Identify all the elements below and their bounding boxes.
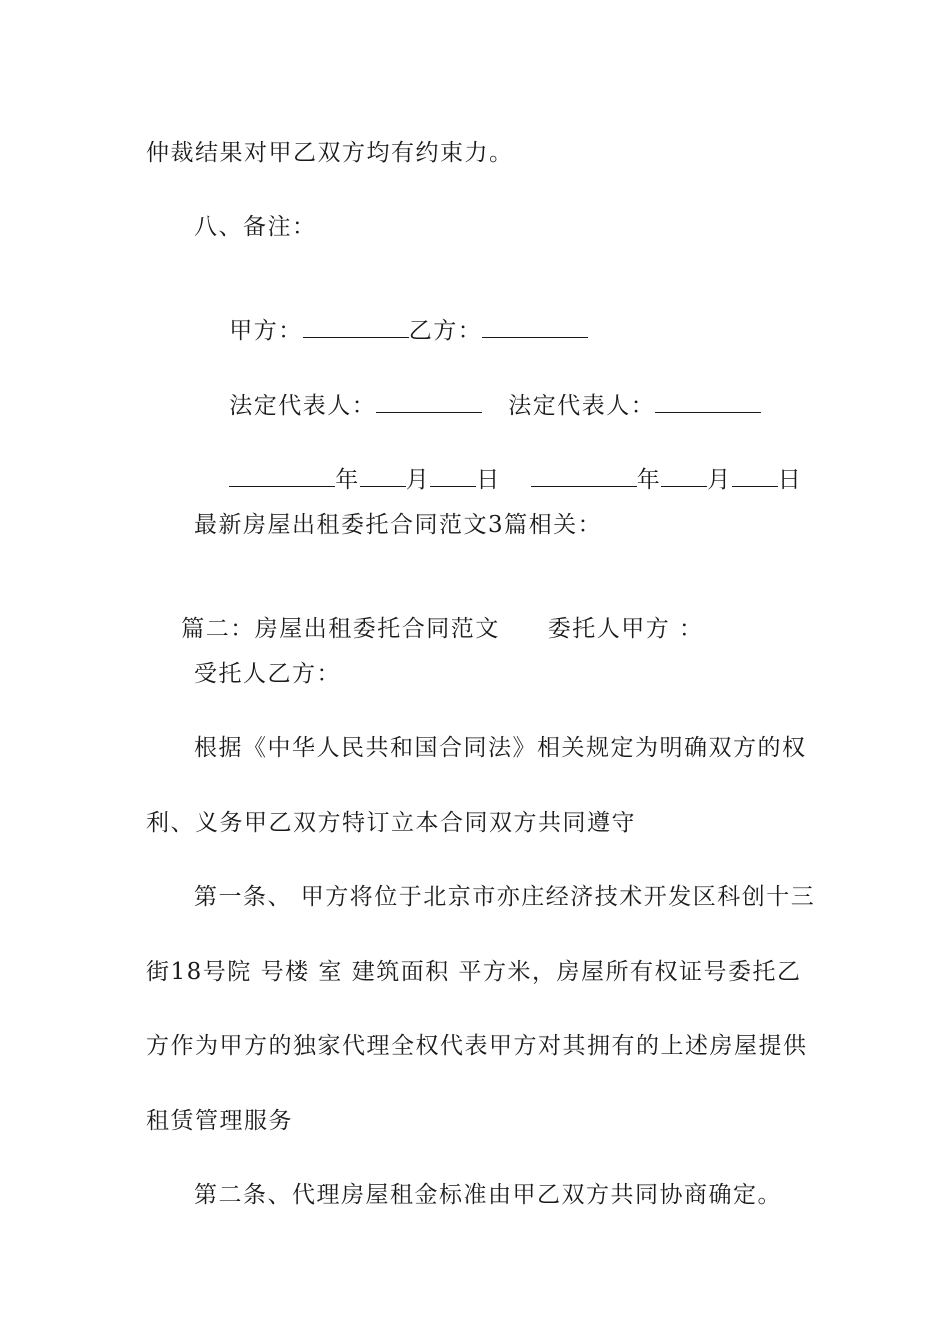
paragraph-line: 街18号院 号楼 室 建筑面积 平方米，房屋所有权证号委托乙 [146,959,802,985]
trustee-party-b-label: 受托人乙方： [194,661,341,687]
paragraph-line: 方作为甲方的独家代理全权代表甲方对其拥有的上述房屋提供 [146,1033,808,1059]
month-a-label: 月 [405,467,431,493]
rep-a-blank [376,392,482,413]
party-b-label: 乙方： [408,318,483,344]
clause-two-line: 第二条、代理房屋租金标准由甲乙双方共同协商确定。 [194,1182,782,1208]
clause-one-line: 第一条、 甲方将位于北京市亦庄经济技术开发区科创十三 [194,884,816,910]
party-b-blank [482,317,588,338]
section-heading-remarks: 八、备注： [194,214,317,240]
month-a-blank [360,466,406,487]
paragraph-line: 租赁管理服务 [146,1108,293,1134]
month-b-label: 月 [707,467,732,493]
party-a-label: 甲方： [229,318,303,344]
paragraph-line: 利、义务甲乙双方特订立本合同双方共同遵守 [146,810,636,836]
paragraph-line: 根据《中华人民共和国合同法》相关规定为明确双方的权 [194,735,807,761]
year-b-blank [531,466,637,487]
rep-b-label: 法定代表人： [508,393,656,419]
day-b-label: 日 [777,467,803,493]
year-b-label: 年 [636,467,662,493]
day-a-blank [430,466,476,487]
client-party-a-label: 委托人甲方 ： [547,616,704,642]
paragraph-line: 仲裁结果对甲乙双方均有约束力。 [146,140,514,166]
related-articles-heading: 最新房屋出租委托合同范文3篇相关： [194,512,603,538]
day-a-label: 日 [476,467,501,493]
day-b-blank [732,466,778,487]
rep-a-label: 法定代表人： [229,393,377,419]
month-b-blank [661,466,707,487]
article-two-title: 篇二：房屋出租委托合同范文 [181,616,500,642]
rep-b-blank [655,392,761,413]
year-a-blank [229,466,335,487]
party-a-blank [303,317,409,338]
year-a-label: 年 [335,467,360,493]
